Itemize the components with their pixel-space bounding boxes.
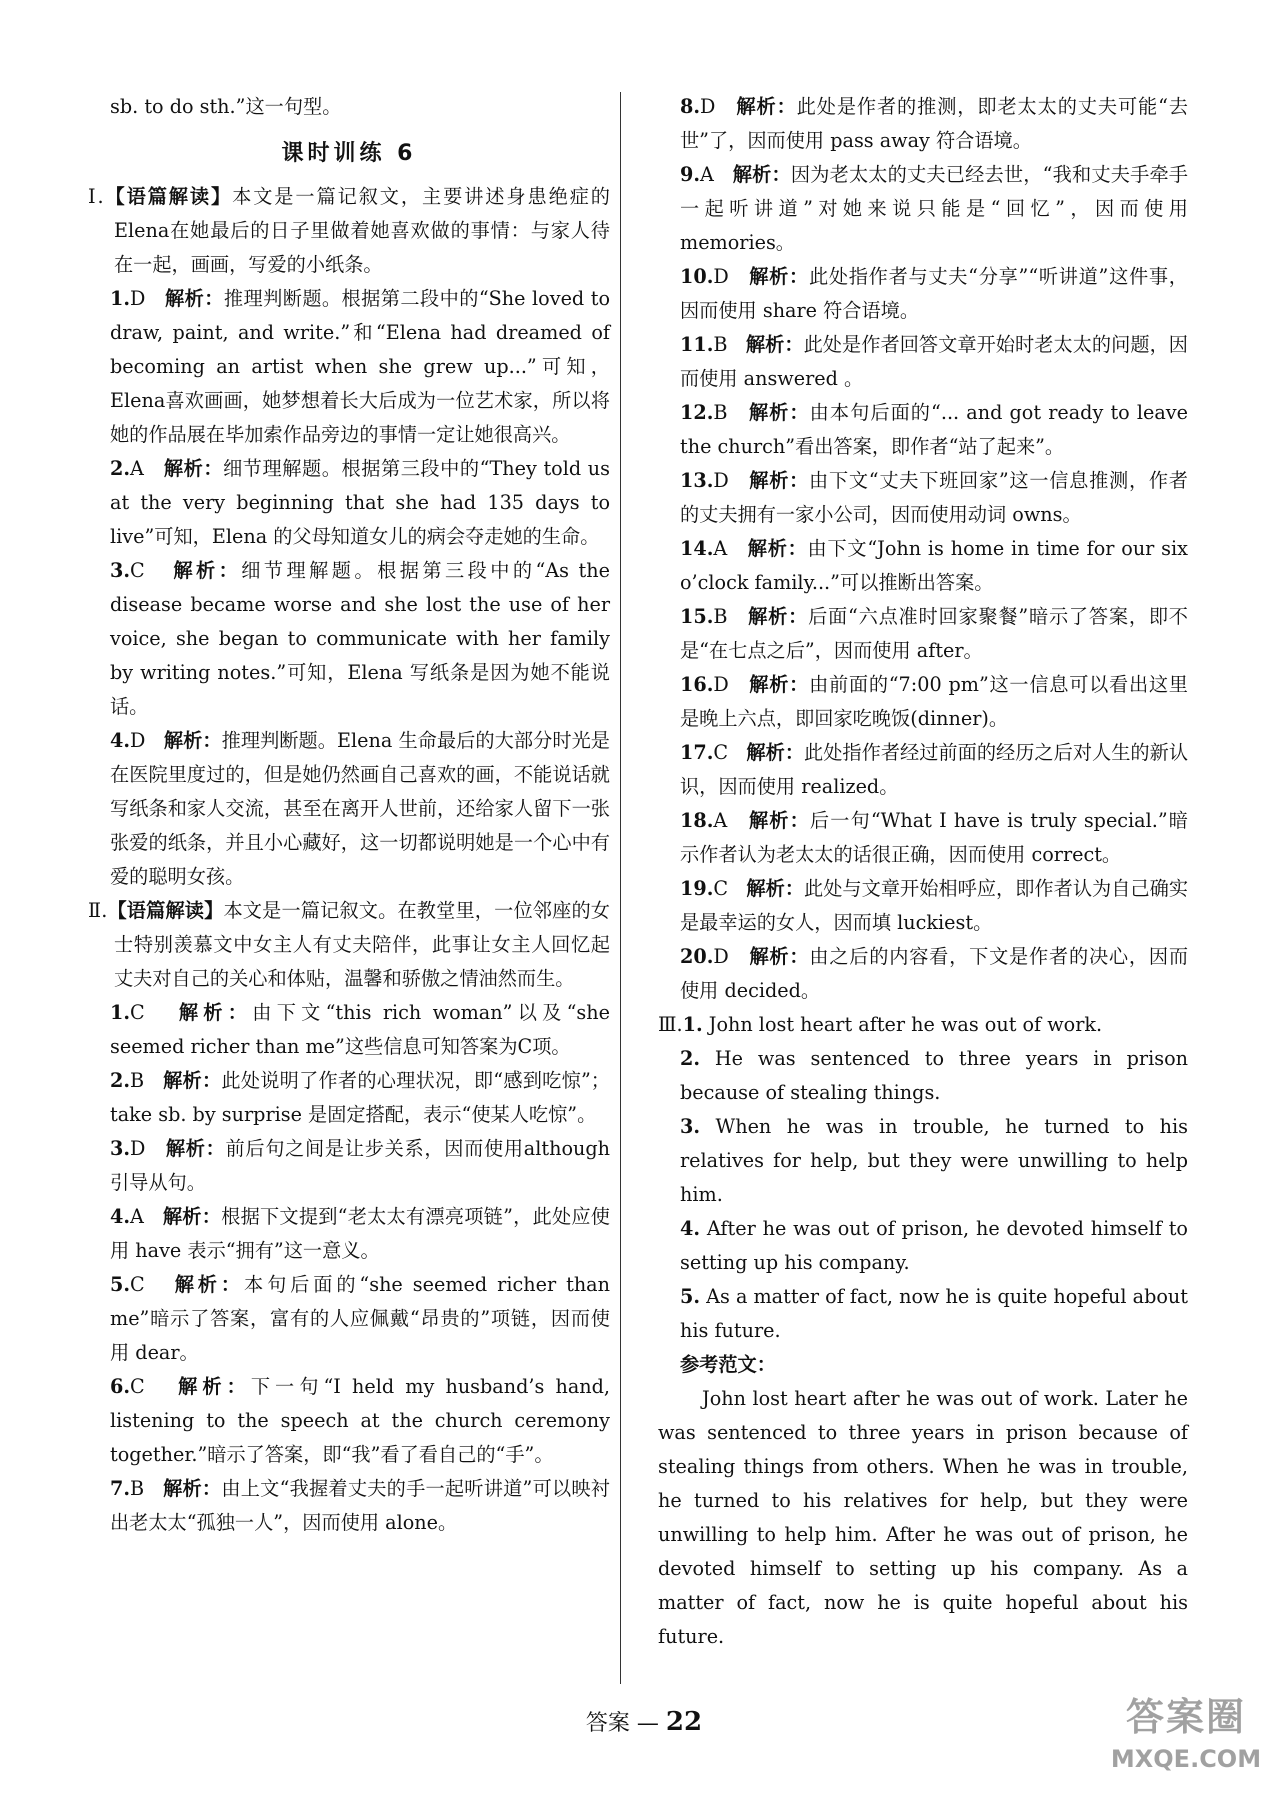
part3-sentence-3: 3. When he was in trouble, he turned to his relatives for help, but they were unwilling to help him.	[680, 1115, 1188, 1206]
answer-item-p2-15: 15.B 解析：后面“六点准时回家聚餐”暗示了答案，即不是“在七点之后”，因而使用 after。	[680, 605, 1188, 662]
answer-item-p2-20: 20.D 解析：由之后的内容看，下文是作者的决心，因而使用 decided。	[680, 945, 1189, 1002]
part1-text: 本文是一篇记叙文，主要讲述身患绝症的Elena在她最后的日子里做着她喜欢做的事情：与家人待在一起，画画，写爱的小纸条。	[114, 185, 610, 276]
answer-item-p2-9: 9.A 解析：因为老太太的丈夫已经去世，“我和丈夫手牵手一起听讲道”对她来说只能是“回忆”，因而使用 memories。	[680, 163, 1188, 254]
answer-item-p2-6: 6.C 解析：下一句“I held my husband’s hand, listening to the speech at the church ceremony together.”暗示了答案，即“我”看了看自己的“手”。	[110, 1375, 611, 1466]
answer-item-p2-11: 11.B 解析：此处是作者回答文章开始时老太太的问题，因而使用 answered 。	[680, 333, 1188, 390]
part1-marker: Ⅰ.	[88, 185, 104, 208]
part3-sentence-1: Ⅲ.1. John lost heart after he was out of work.	[658, 1013, 1103, 1036]
answer-item-p2-3: 3.D 解析：前后句之间是让步关系，因而使用although引导从句。	[110, 1137, 610, 1194]
answer-item-p2-10: 10.D 解析：此处指作者与丈夫“分享”“听讲道”这件事，因而使用 share 符合语境。	[680, 265, 1188, 322]
reference-essay: John lost heart after he was out of work. Later he was sentenced to three years in prison because of stealing things from others. When he was in trouble, he turned to his relatives for help, but they were unwilling to help him. After he was out of prison, he devoted himself to setting up his company. As a matter of fact, now he is quite hopeful about his future.	[658, 1387, 1188, 1648]
answer-item-p1-1: 1.D 解析：推理判断题。根据第二段中的“She loved to draw, paint, and write.”和“Elena had dreamed of becoming an artist when she grew up...”可知，Elena喜欢画画，她梦想着长大后成为一位艺术家，所以将她的作品展在毕加索作品旁边的事情一定让她很高兴。	[110, 287, 610, 446]
part2-label: 【语篇解读】	[107, 899, 224, 922]
answer-item-p1-4: 4.D 解析：推理判断题。Elena 生命最后的大部分时光是在医院里度过的，但是她仍然画自己喜欢的画，不能说话就写纸条和家人交流，甚至在离开人世前，还给家人留下一张张爱的纸条，并且小心藏好，这一切都说明她是一个心中有爱的聪明女孩。	[110, 729, 610, 888]
part3-sentence-2: 2. He was sentenced to three years in prison because of stealing things.	[680, 1047, 1188, 1104]
column-divider	[620, 92, 621, 1684]
answer-item-p2-12: 12.B 解析：由本句后面的“... and got ready to leave the church”看出答案，即作者“站了起来”。	[680, 401, 1188, 458]
answer-item-p2-8: 8.D 解析：此处是作者的推测，即老太太的丈夫可能“去世”了，因而使用 pass away 符合语境。	[680, 95, 1188, 152]
site-watermark-logo	[1106, 1690, 1266, 1786]
part3-marker: Ⅲ.	[658, 1013, 683, 1036]
answer-item-p2-4: 4.A 解析：根据下文提到“老太太有漂亮项链”，此处应使用 have 表示“拥有”这一意义。	[110, 1205, 610, 1262]
answer-item-p2-14: 14.A 解析：由下文“John is home in time for our six o’clock family...”可以推断出答案。	[680, 537, 1188, 594]
reference-essay-label: 参考范文：	[680, 1353, 776, 1376]
answer-item-p2-7: 7.B 解析：由上文“我握着丈夫的手一起听讲道”可以映衬出老太太“孤独一人”，因而使用 alone。	[110, 1477, 610, 1534]
answer-item-p1-2: 2.A 解析：细节理解题。根据第三段中的“They told us at the very beginning that she had 135 days to live”可知，Elena 的父母知道女儿的病会夺走她的生命。	[110, 457, 610, 548]
watermark-en: MXQE.COM	[1110, 1745, 1262, 1773]
page-footer	[0, 1706, 1288, 1737]
part3-sentence-4: 4. After he was out of prison, he devoted himself to setting up his company.	[680, 1217, 1188, 1274]
answer-item-p2-19: 19.C 解析：此处与文章开始相呼应，即作者认为自己确实是最幸运的女人，因而填 luckiest。	[680, 877, 1189, 934]
answer-item-p2-16: 16.D 解析：由前面的“7:00 pm”这一信息可以看出这里是晚上六点，即回家吃晚饭(dinner)。	[680, 673, 1188, 730]
answer-item-p2-2: 2.B 解析：此处说明了作者的心理状况，即“感到吃惊”；take sb. by surprise 是固定搭配，表示“使某人吃惊”。	[110, 1069, 610, 1126]
section-title: 课时训练 6	[281, 141, 417, 166]
part1-reading-note	[88, 180, 610, 282]
part1-label: 【语篇解读】	[103, 185, 233, 208]
answer-item-p2-1: 1.C 解析：由下文“this rich woman”以及“she seemed richer than me”这些信息可知答案为C项。	[110, 1001, 610, 1058]
answer-item-p2-17: 17.C 解析：此处指作者经过前面的经历之后对人生的新认识，因而使用 realized。	[680, 741, 1189, 798]
footer-label: 答案 —	[585, 1711, 659, 1736]
answer-item-p2-18: 18.A 解析：后一句“What I have is truly special.”暗示作者认为老太太的话很正确，因而使用 correct。	[680, 809, 1188, 866]
part2-reading-note	[88, 894, 610, 996]
part2-marker: Ⅱ.	[88, 899, 108, 922]
part2-text: 本文是一篇记叙文。在教堂里，一位邻座的女士特别羡慕文中女主人有丈夫陪伴，此事让女主人回忆起丈夫对自己的关心和体贴，温馨和骄傲之情油然而生。	[114, 899, 610, 990]
page-number: 22	[665, 1707, 703, 1737]
intro-line: sb. to do sth.”这一句型。	[110, 95, 342, 118]
answer-item-p2-13: 13.D 解析：由下文“丈夫下班回家”这一信息推测，作者的丈夫拥有一家小公司，因而使用动词 owns。	[680, 469, 1188, 526]
answer-item-p1-3: 3.C 解析：细节理解题。根据第三段中的“As the disease became worse and she lost the use of her voice, she began to communicate with her family by writing notes.”可知，Elena 写纸条是因为她不能说话。	[110, 559, 610, 718]
answer-item-p2-5: 5.C 解析：本句后面的“she seemed richer than me”暗示了答案，富有的人应佩戴“昂贵的”项链，因而使用 dear。	[110, 1273, 610, 1364]
left-column	[88, 90, 610, 1690]
right-column	[658, 90, 1188, 1690]
part3-sentence-5: 5. As a matter of fact, now he is quite hopeful about his future.	[680, 1285, 1188, 1342]
watermark-cn: 答案圈	[1125, 1695, 1246, 1739]
